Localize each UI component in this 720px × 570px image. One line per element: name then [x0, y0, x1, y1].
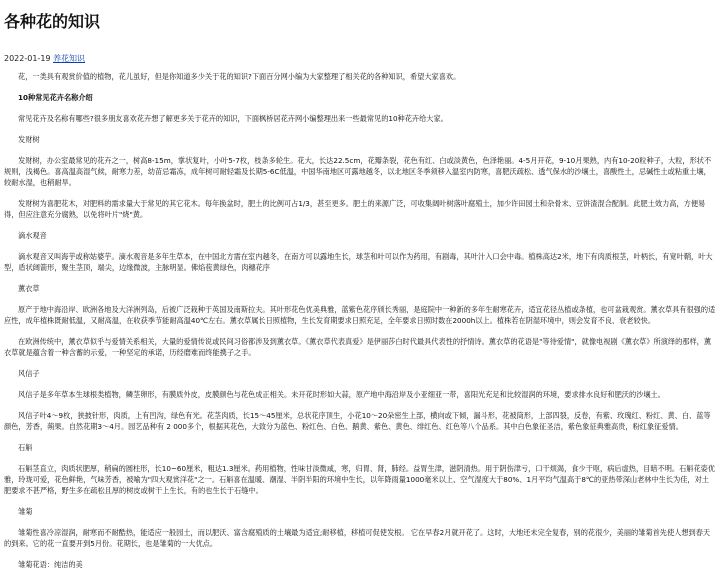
paragraph: 发财树为喜肥花木，对肥料的需求量大于常见的其它花木。每年换盆时，肥土的比例可占1/3，甚至更多。肥土的来源广泛，可收集阔叶树落叶腐殖土，加少许田园土和杂骨末、豆饼渣混合配制。此肥土效力高，方便易得，但应注意充分腐熟，以免将叶片"烧"黄。: [4, 199, 706, 219]
subsection-title: 薰衣草: [18, 284, 40, 293]
publish-date: 2022-01-19: [4, 54, 51, 63]
subsection-title: 雏菊: [18, 507, 33, 516]
subsection-title: 雏菊花语：纯洁的美: [18, 560, 83, 569]
paragraph: 滴水观音又叫海芋或称姑婆芋。滴水观音是多年生草本，在中国北方需在室内越冬，在南方可以露地生长，球茎和叶可以作为药用，有剧毒，其叶汁入口会中毒。植株高达2米，地下有肉质根茎，叶柄长，有宽叶鞘，叶大型，盾状阔箭形，聚生茎顶，端尖，边缘微波，主脉明显。佛焰苞黄绿色，肉穗花序: [4, 252, 713, 272]
paragraph: 风信子叶4～9枚，狭披针形，肉质，上有凹沟，绿色有光。花茎肉质，长15～45厘米，总状花序顶生，小花10～20朵密生上部，横向或下倾，漏斗形，花被筒形，上部四裂，反卷，有紫、玫瑰红、粉红、黄、白、蓝等颜色，芳香，蒴果。自然花期3～4月。园艺品种有 2 000多个，根据其花色，大致分为蓝色、粉红色、白色、鹅黄、紫色、黄色、绯红色、红色等八个品系。其中白色象征圣洁，紫色象征典雅高贵，粉红象征爱情。: [4, 411, 711, 431]
paragraph: 发财树，办公室最常见的花卉之一，树高8-15m，掌状复叶，小叶5-7枚，枝条多轮生。花大，长达22.5cm，花瓣条裂，花色有红、白或淡黄色，色泽艳丽。4-5月开花，9-10月果熟，内有10-20粒种子，大粒，形状不规则，浅褐色。喜高温高湿气候，耐寒力差，幼苗忌霜冻，成年树可耐轻霜及长期5-6C低温，中国华南地区可露地越冬，以北地区冬季须移入温室内防寒，喜肥沃疏松、透气保水的沙壤土，喜酸性土，忌碱性土或粘重土壤，较耐水湿，也稍耐旱。: [4, 156, 712, 187]
paragraph: 花，一类具有观赏价值的植物，花儿虽好，但是你知道多少关于花的知识?下面百分网小编为大家整理了相关花的各种知识，希望大家喜欢。: [18, 72, 461, 81]
subsection-title: 石斛: [18, 443, 33, 452]
category-link[interactable]: 养花知识: [53, 54, 86, 63]
article-body: [4, 71, 716, 570]
paragraph: 石斛茎直立，肉质状肥厚，稍扁的圆柱形，长10~60厘米，粗达1.3厘米。药用植物，性味甘淡微咸，寒，归胃、肾，肺经。益胃生津，滋阴清热。用于阴伤津亏，口干烦渴，食少干呕，病后虚热，目暗不明。石斛花姿优雅，玲珑可爱，花色鲜艳，气味芳香，被喻为"四大观赏洋花"之一。石斛喜在温暖、潮湿、半阴半阳的环境中生长，以年降雨量1000毫米以上、空气湿度大于80%、1月平均气温高于8℃的亚热带深山老林中生长为佳，对土肥要求不甚严格，野生多在疏松且厚的树皮或树干上生长，有的也生长于石缝中。: [4, 464, 716, 495]
subsection-title: 风信子: [18, 369, 40, 378]
page-title: 各种花的知识: [4, 12, 101, 31]
paragraph: 在欧洲传统中，薰衣草似乎与爱情关系相关，大量的爱情传说或民间习俗都涉及到薰衣草。《薰衣草代表真爱》是伊丽莎白时代最具代表性的抒情诗。薰衣草的花语是"等待爱情"，就像电视剧《薰衣草》所演绎的那样，薰衣草就是蕴含着一种含蓄的示爱，一种坚定的承诺，历经磨难而终能携子之手。: [4, 337, 712, 357]
subsection-title: 发财树: [18, 135, 40, 144]
paragraph: 常见花卉及名称有哪些?很多朋友喜欢花卉想了解更多关于花卉的知识，下面枫桥居花卉网小编整理出来一些最常见的10种花卉给大家。: [18, 114, 448, 123]
article-meta: [4, 54, 716, 64]
section-heading: 10种常见花卉名称介绍: [18, 93, 93, 102]
subsection-title: 滴水观音: [18, 231, 47, 240]
paragraph: 雏菊性喜冷凉湿润，耐寒而不耐酷热，能适应一般园土，而以肥沃、富含腐殖质的土壤最为适宜;耐移植，移植可促使发根。 它在早春2月就开花了。这时，大地还未完全复春，别的花很少，美丽的雏菊首先使人想到春天的到来。它的花一直要开到5月份。花期长，也是雏菊的一大优点。: [4, 528, 711, 548]
paragraph: 原产于地中海沿岸、欧洲各地及大洋洲列岛，后被广泛栽种于英国及南斯拉夫。其叶形花色优美典雅，蓝紫色花序颀长秀丽，是庭院中一种新的多年生耐寒花卉，适宜花径丛植或条植，也可盆栽观赏。薰衣草具有很强的适应性，成年植株既耐低温，又耐高温，在收获季节能耐高温40℃左右。薰衣草属长日照植物，生长发育期要求日照充足，全年要求日照时数在2000h以上。植株若在阴湿环境中，则会发育不良、衰老较快。: [4, 305, 716, 325]
paragraph: 风信子是多年草本生球根类植物，鳞茎卵形，有膜质外皮，皮膜颜色与花色成正相关。未开花时形如大蒜，原产地中海沿岸及小亚细亚一带，喜阳光充足和比较湿润的环境，要求排水良好和肥沃的沙壤土。: [18, 390, 665, 399]
